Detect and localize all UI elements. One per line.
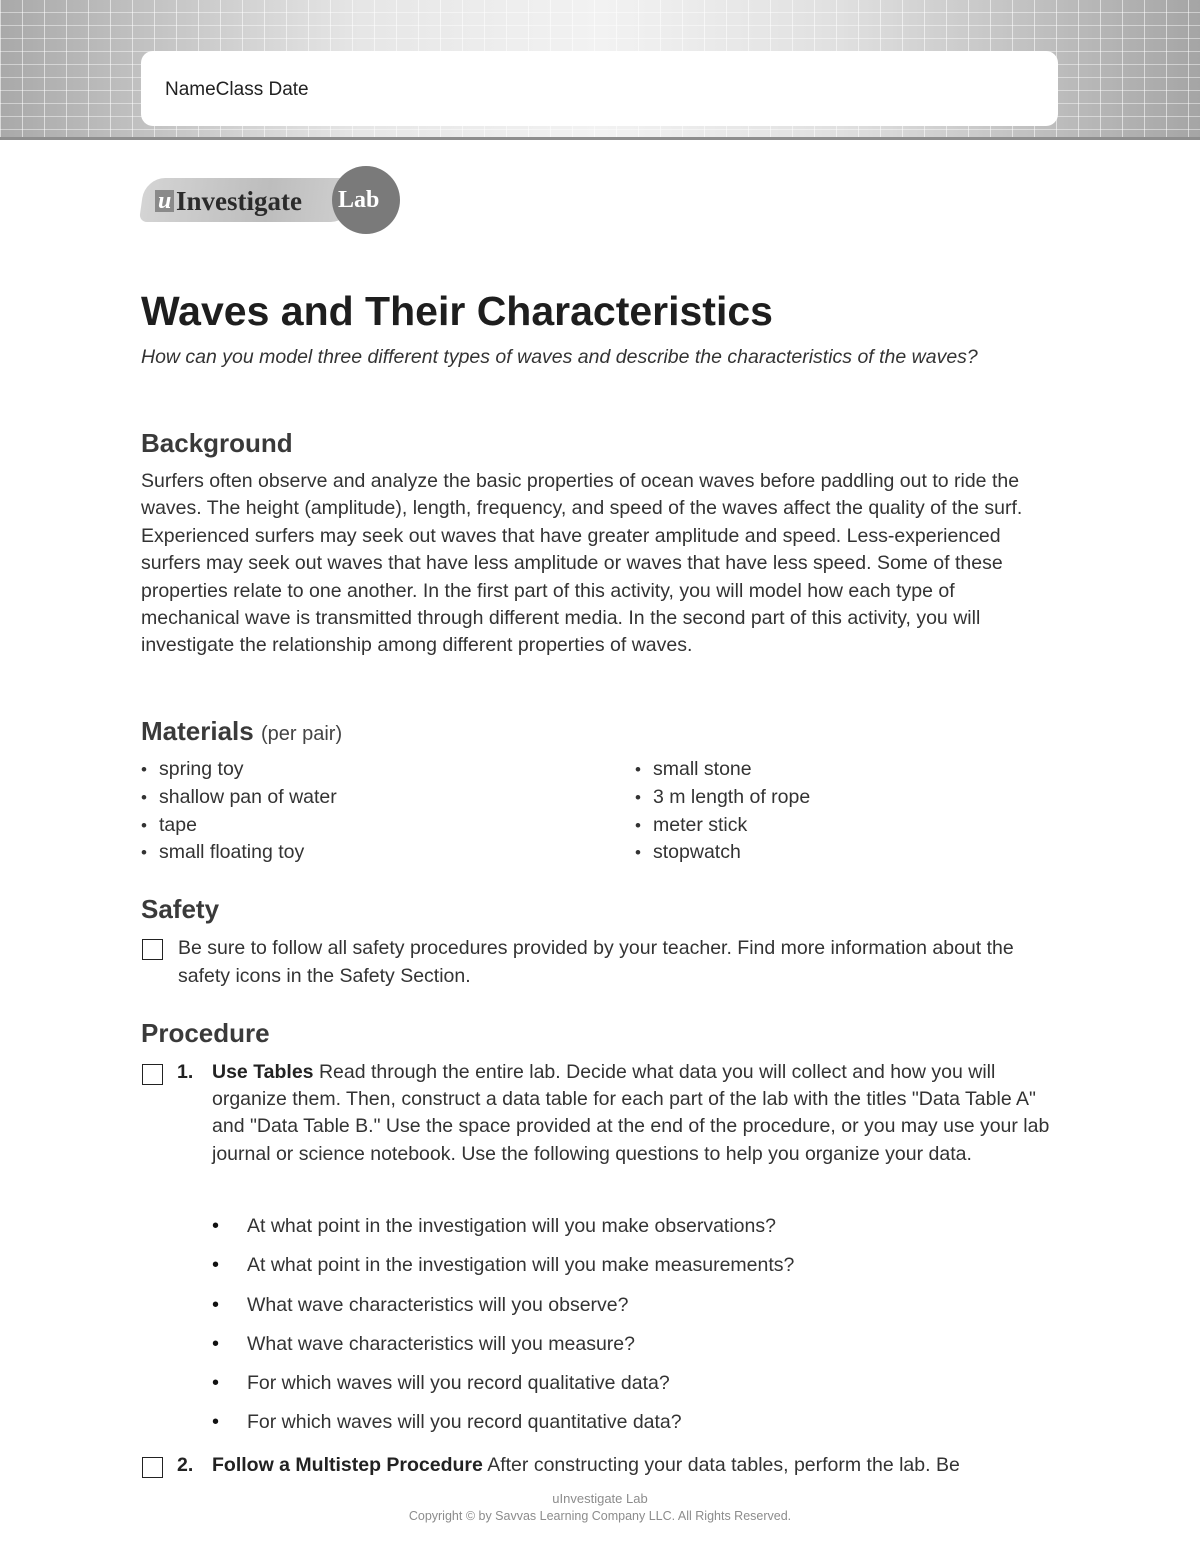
page-title: Waves and Their Characteristics	[141, 288, 773, 334]
material-item: • small stone	[635, 756, 810, 784]
logo-investigate-text: Investigate	[176, 186, 302, 216]
material-item: • small floating toy	[141, 839, 337, 867]
material-item: • spring toy	[141, 756, 337, 784]
step-2-body: After constructing your data tables, perform the lab. Be	[482, 1454, 960, 1476]
footer-lab-name: uInvestigate Lab	[552, 1491, 648, 1506]
materials-list-left	[141, 756, 337, 867]
materials-heading-label: Materials	[141, 716, 254, 746]
step-1-text	[212, 1059, 1062, 1168]
materials-heading	[141, 716, 342, 747]
uinvestigate-lab-logo	[140, 162, 402, 238]
material-item: • meter stick	[635, 812, 810, 840]
step-2-checkbox[interactable]	[142, 1457, 163, 1478]
logo-lab-text: Lab	[338, 187, 380, 213]
header-band	[0, 0, 1200, 140]
safety-heading: Safety	[141, 894, 220, 924]
logo-u-mark: u	[155, 190, 174, 212]
step-2-number: 2.	[177, 1454, 194, 1476]
step-1-label: Use Tables	[212, 1061, 314, 1083]
data-question-item: • What wave characteristics will you measure?	[212, 1325, 794, 1364]
data-questions-list	[212, 1207, 794, 1443]
materials-list-right	[635, 756, 810, 867]
step-1-body: Read through the entire lab. Decide what data you will collect and how you will organize them. Then, construct a data table for each part of the lab with the titles "Data Table A" and "Data Table B." Use the space provided at the end of the procedure, or you may use your lab journal or science notebook. Use the following questions to help you organize your data.	[212, 1061, 1050, 1165]
step-2-label: Follow a Multistep Procedure	[212, 1454, 483, 1476]
data-question-item: • For which waves will you record quantitative data?	[212, 1403, 794, 1442]
name-class-date-label: NameClass Date	[165, 79, 309, 100]
material-item: • shallow pan of water	[141, 784, 337, 812]
data-question-item: • At what point in the investigation will you make observations?	[212, 1207, 794, 1246]
safety-checkbox[interactable]	[142, 939, 163, 960]
data-question-item: • At what point in the investigation will you make measurements?	[212, 1246, 794, 1285]
background-heading: Background	[141, 428, 293, 458]
footer-copyright: Copyright © by Savvas Learning Company LLC. All Rights Reserved.	[408, 1509, 792, 1523]
safety-text: Be sure to follow all safety procedures provided by your teacher. Find more information about the safety icons in the Safety Section.	[178, 937, 1014, 987]
step-1-number: 1.	[177, 1061, 194, 1083]
data-question-item: • What wave characteristics will you observe?	[212, 1286, 794, 1325]
step-2-text	[212, 1452, 1062, 1479]
guiding-question: How can you model three different types of waves and describe the characteristics of the waves?	[141, 346, 978, 368]
materials-note: (per pair)	[260, 723, 343, 745]
material-item: • 3 m length of rope	[635, 784, 810, 812]
procedure-heading: Procedure	[141, 1018, 270, 1048]
background-text: Surfers often observe and analyze the basic properties of ocean waves before paddling out to ride the waves. The height (amplitude), length, frequency, and speed of the waves affect the quality of the surf. Experienced surfers may seek out waves that have greater amplitude and speed. Less-experienced surfers may seek out waves that have less amplitude or waves that have less speed. Some of these properties relate to one another. In the first part of this activity, you will model how each type of mechanical wave is transmitted through different media. In the second part of this activity, you will investigate the relationship among different properties of waves.	[141, 470, 1023, 657]
material-item: • stopwatch	[635, 839, 810, 867]
material-item: • tape	[141, 812, 337, 840]
data-question-item: • For which waves will you record qualitative data?	[212, 1364, 794, 1403]
name-class-date-box	[141, 51, 1058, 126]
step-1-checkbox[interactable]	[142, 1064, 163, 1085]
